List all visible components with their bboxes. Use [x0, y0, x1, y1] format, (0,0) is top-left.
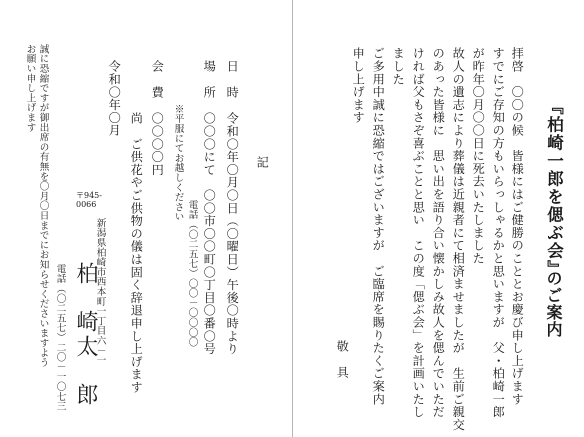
place-phone: 電話（〇二五七）〇〇－〇〇〇〇: [186, 200, 198, 347]
fold-line: [292, 0, 293, 437]
rsvp-note: 誠に恐縮ですが御出席の有無を〇月〇日までにお知らせくださいますよう: [37, 44, 49, 368]
letter-line: ければ父もさぞ喜ぶことと思い この度「偲ぶ会」を計画いたし: [411, 47, 426, 419]
letter-line: ご多用中誠に恐縮ではございますが ご臨席を賜りたくご案内: [371, 47, 386, 406]
postal-code: 〒945-0066: [76, 191, 102, 209]
invitation-title: 『柏崎一郎を偲ぶ会』: [544, 98, 564, 278]
fee-label: 会 費: [150, 60, 165, 99]
letter-line: のあった皆様に 思い出を語り合い懐かしみ故人を偲んでいただ: [431, 47, 446, 419]
sender-name-given: 太 郎: [73, 335, 98, 407]
attire-note: ※平服にてお越しください: [172, 104, 184, 222]
ki-heading: 記: [255, 156, 270, 169]
letter-line: が昨年〇月〇〇日に死去いたしました: [471, 47, 486, 265]
place-label: 場 所: [202, 60, 217, 99]
date-value: 令和〇年〇月〇日（〇曜日）午後〇時より: [225, 112, 240, 356]
date-line: 令和〇年〇月: [107, 60, 122, 137]
letter-line: 故人の遺志により葬儀は近親者にて相済ませましたが 生前ご親交: [451, 47, 466, 431]
rsvp-note: お願い申し上げます: [24, 44, 36, 133]
date-label: 日 時: [225, 60, 240, 99]
sender-name-family: 柏 崎: [73, 262, 98, 334]
fee-value: 〇〇〇〇円: [150, 112, 165, 176]
invitation-title-suffix: のご案内: [544, 270, 563, 338]
flowers-note: 尚 ご供花やご供物の儀は固く辞退申し上げます: [129, 112, 144, 394]
place-value: 〇〇〇にて 〇〇市〇〇町〇丁目〇番〇号: [202, 112, 217, 356]
sender-address: 新潟県柏崎市西本町一丁目六－一: [94, 218, 106, 365]
letter-line: ました: [391, 47, 406, 86]
letter-line: 申し上げます: [351, 47, 366, 124]
sender-phone: 電話（〇二五七）二〇－一〇七三: [54, 264, 66, 411]
letter-line: すでにご存知の方もいらっしゃるかと思いますが 父・柏崎一郎: [491, 47, 506, 419]
letter-line: 拝啓 〇〇の候 皆様にはご健勝のこととお慶び申し上げます: [510, 47, 525, 406]
letter-closing: 敬 具: [335, 340, 350, 379]
